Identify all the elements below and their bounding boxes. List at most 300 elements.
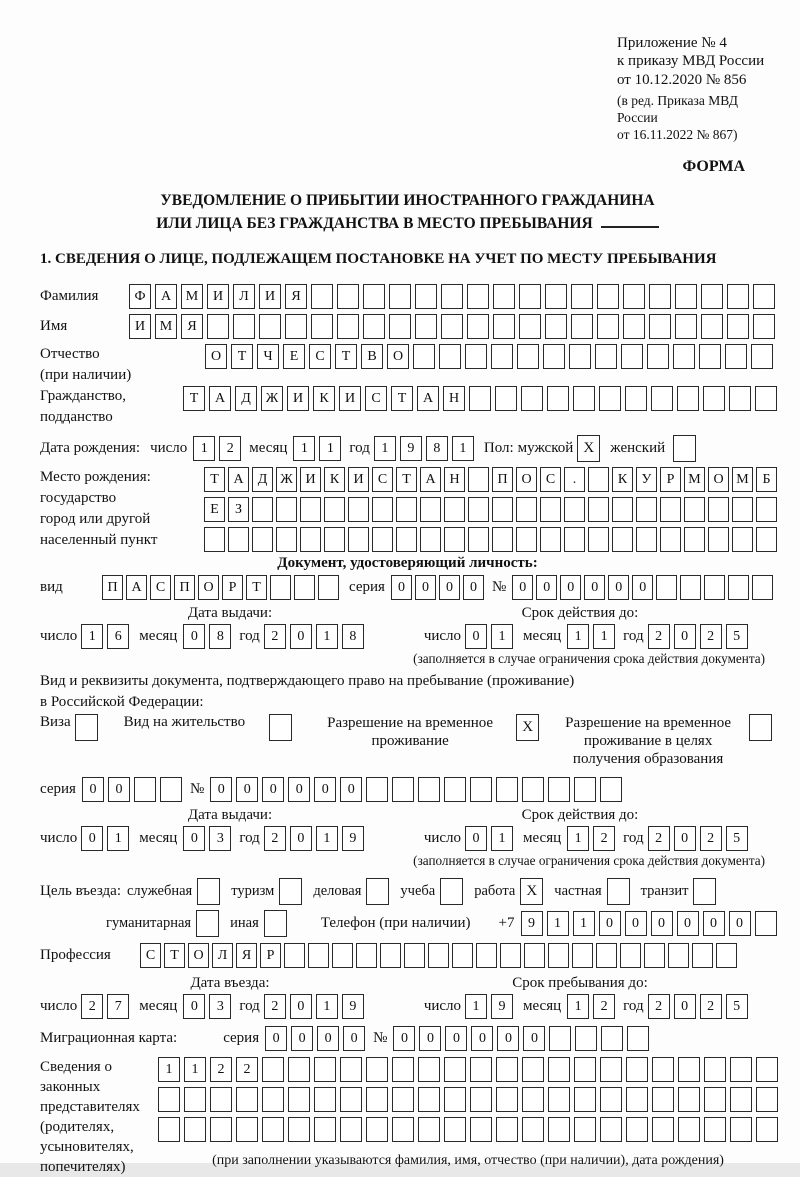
char-cell[interactable]: 0 [632, 575, 653, 600]
char-cell[interactable] [678, 1087, 700, 1112]
char-cell[interactable]: 0 [465, 624, 487, 649]
char-cell[interactable] [732, 497, 753, 522]
char-cell[interactable] [294, 575, 315, 600]
char-cell[interactable]: С [140, 943, 161, 968]
char-cell[interactable] [601, 1026, 623, 1051]
char-cell[interactable]: 1 [316, 624, 338, 649]
char-cell[interactable]: 0 [288, 777, 310, 802]
citizenship-cells[interactable] [183, 386, 777, 411]
char-cell[interactable] [396, 527, 417, 552]
char-cell[interactable] [621, 344, 643, 369]
char-cell[interactable]: 1 [491, 826, 513, 851]
char-cell[interactable] [300, 527, 321, 552]
char-cell[interactable] [210, 1117, 232, 1142]
char-cell[interactable] [548, 1117, 570, 1142]
char-cell[interactable]: 1 [374, 436, 396, 461]
char-cell[interactable] [300, 497, 321, 522]
char-cell[interactable]: 6 [107, 624, 129, 649]
char-cell[interactable]: Ж [261, 386, 283, 411]
char-cell[interactable]: 1 [81, 624, 103, 649]
profession-cells[interactable] [140, 943, 737, 968]
char-cell[interactable]: С [309, 344, 331, 369]
valid-year-cells[interactable] [648, 624, 748, 649]
char-cell[interactable]: Т [164, 943, 185, 968]
char-cell[interactable] [363, 284, 385, 309]
char-cell[interactable] [270, 575, 291, 600]
char-cell[interactable]: 2 [219, 436, 241, 461]
char-cell[interactable]: С [150, 575, 171, 600]
char-cell[interactable]: 2 [700, 994, 722, 1019]
birth-year-cells[interactable] [374, 436, 474, 461]
char-cell[interactable] [574, 1117, 596, 1142]
char-cell[interactable] [470, 1057, 492, 1082]
char-cell[interactable] [756, 1057, 778, 1082]
char-cell[interactable]: 0 [314, 777, 336, 802]
char-cell[interactable] [184, 1117, 206, 1142]
doc-series-cells[interactable] [391, 575, 484, 600]
char-cell[interactable] [684, 497, 705, 522]
char-cell[interactable] [521, 386, 543, 411]
char-cell[interactable] [652, 1087, 674, 1112]
char-cell[interactable]: Т [246, 575, 267, 600]
char-cell[interactable] [160, 777, 182, 802]
char-cell[interactable] [625, 386, 647, 411]
char-cell[interactable]: Р [660, 467, 681, 492]
char-cell[interactable]: 1 [491, 624, 513, 649]
char-cell[interactable] [564, 497, 585, 522]
char-cell[interactable]: А [417, 386, 439, 411]
char-cell[interactable]: Ч [257, 344, 279, 369]
firstname-cells[interactable] [129, 314, 775, 339]
char-cell[interactable] [522, 1087, 544, 1112]
char-cell[interactable] [158, 1087, 180, 1112]
stay-day-cells[interactable] [465, 994, 513, 1019]
char-cell[interactable]: О [198, 575, 219, 600]
char-cell[interactable]: К [313, 386, 335, 411]
char-cell[interactable]: 1 [293, 436, 315, 461]
char-cell[interactable]: Я [236, 943, 257, 968]
char-cell[interactable] [363, 314, 385, 339]
char-cell[interactable] [588, 527, 609, 552]
representatives-cells-row1[interactable] [158, 1057, 778, 1082]
char-cell[interactable] [626, 1117, 648, 1142]
char-cell[interactable]: 0 [703, 911, 725, 936]
char-cell[interactable] [210, 1087, 232, 1112]
char-cell[interactable] [469, 386, 491, 411]
char-cell[interactable] [673, 344, 695, 369]
char-cell[interactable]: 0 [290, 624, 312, 649]
char-cell[interactable]: 0 [599, 911, 621, 936]
char-cell[interactable] [548, 1057, 570, 1082]
issue-day-cells[interactable] [81, 826, 129, 851]
char-cell[interactable] [725, 344, 747, 369]
char-cell[interactable] [236, 1087, 258, 1112]
char-cell[interactable]: Д [235, 386, 257, 411]
char-cell[interactable] [756, 527, 777, 552]
char-cell[interactable] [571, 284, 593, 309]
char-cell[interactable]: В [361, 344, 383, 369]
char-cell[interactable]: 0 [471, 1026, 493, 1051]
char-cell[interactable] [680, 575, 701, 600]
temp-permit-checkbox[interactable]: X [516, 714, 539, 741]
char-cell[interactable] [337, 284, 359, 309]
char-cell[interactable] [701, 314, 723, 339]
char-cell[interactable]: 2 [593, 826, 615, 851]
char-cell[interactable]: 8 [342, 624, 364, 649]
char-cell[interactable]: 1 [316, 994, 338, 1019]
char-cell[interactable]: 0 [523, 1026, 545, 1051]
char-cell[interactable] [678, 1117, 700, 1142]
char-cell[interactable] [597, 284, 619, 309]
char-cell[interactable] [660, 527, 681, 552]
char-cell[interactable] [516, 527, 537, 552]
char-cell[interactable]: 2 [700, 624, 722, 649]
char-cell[interactable]: 0 [81, 826, 103, 851]
issue-year-cells[interactable] [264, 826, 364, 851]
char-cell[interactable] [636, 497, 657, 522]
char-cell[interactable] [728, 575, 749, 600]
char-cell[interactable] [600, 1057, 622, 1082]
char-cell[interactable]: 1 [547, 911, 569, 936]
char-cell[interactable]: С [365, 386, 387, 411]
issue-day-cells[interactable] [81, 624, 129, 649]
char-cell[interactable] [392, 777, 414, 802]
char-cell[interactable] [543, 344, 565, 369]
char-cell[interactable] [599, 386, 621, 411]
char-cell[interactable]: 9 [400, 436, 422, 461]
birth-month-cells[interactable] [293, 436, 341, 461]
char-cell[interactable] [574, 1087, 596, 1112]
char-cell[interactable]: С [372, 467, 393, 492]
char-cell[interactable] [588, 467, 609, 492]
char-cell[interactable] [751, 344, 773, 369]
char-cell[interactable] [404, 943, 425, 968]
char-cell[interactable] [324, 527, 345, 552]
char-cell[interactable] [465, 344, 487, 369]
char-cell[interactable] [699, 344, 721, 369]
char-cell[interactable] [366, 1117, 388, 1142]
char-cell[interactable]: 0 [343, 1026, 365, 1051]
char-cell[interactable] [756, 1087, 778, 1112]
char-cell[interactable] [651, 386, 673, 411]
char-cell[interactable] [500, 943, 521, 968]
stay-month-cells[interactable] [567, 994, 615, 1019]
char-cell[interactable]: С [540, 467, 561, 492]
char-cell[interactable] [340, 1117, 362, 1142]
char-cell[interactable] [444, 1057, 466, 1082]
char-cell[interactable]: 2 [648, 826, 670, 851]
char-cell[interactable]: 0 [236, 777, 258, 802]
char-cell[interactable]: О [205, 344, 227, 369]
char-cell[interactable] [158, 1117, 180, 1142]
char-cell[interactable]: 0 [393, 1026, 415, 1051]
char-cell[interactable] [522, 1057, 544, 1082]
char-cell[interactable]: 2 [700, 826, 722, 851]
issue-month-cells[interactable] [183, 624, 231, 649]
char-cell[interactable] [288, 1117, 310, 1142]
char-cell[interactable] [332, 943, 353, 968]
char-cell[interactable]: П [492, 467, 513, 492]
char-cell[interactable] [413, 344, 435, 369]
char-cell[interactable]: 2 [81, 994, 103, 1019]
char-cell[interactable] [204, 527, 225, 552]
char-cell[interactable] [418, 777, 440, 802]
char-cell[interactable] [444, 1117, 466, 1142]
char-cell[interactable] [572, 943, 593, 968]
char-cell[interactable] [314, 1087, 336, 1112]
char-cell[interactable]: А [209, 386, 231, 411]
purpose-option-checkbox[interactable] [264, 910, 287, 937]
valid-month-cells[interactable] [567, 826, 615, 851]
char-cell[interactable] [262, 1117, 284, 1142]
char-cell[interactable]: 1 [316, 826, 338, 851]
char-cell[interactable] [314, 1057, 336, 1082]
char-cell[interactable]: 0 [265, 1026, 287, 1051]
char-cell[interactable]: 5 [726, 624, 748, 649]
char-cell[interactable] [522, 1117, 544, 1142]
char-cell[interactable] [675, 284, 697, 309]
char-cell[interactable] [284, 943, 305, 968]
char-cell[interactable]: 0 [340, 777, 362, 802]
char-cell[interactable] [444, 497, 465, 522]
char-cell[interactable]: 0 [625, 911, 647, 936]
char-cell[interactable]: 0 [391, 575, 412, 600]
char-cell[interactable]: 1 [573, 911, 595, 936]
char-cell[interactable]: Т [231, 344, 253, 369]
char-cell[interactable]: 8 [209, 624, 231, 649]
char-cell[interactable]: 0 [262, 777, 284, 802]
char-cell[interactable]: 5 [726, 994, 748, 1019]
char-cell[interactable] [493, 314, 515, 339]
char-cell[interactable] [612, 497, 633, 522]
char-cell[interactable]: 0 [415, 575, 436, 600]
char-cell[interactable] [574, 1057, 596, 1082]
char-cell[interactable] [252, 527, 273, 552]
char-cell[interactable]: 1 [193, 436, 215, 461]
char-cell[interactable] [134, 777, 156, 802]
char-cell[interactable] [389, 284, 411, 309]
char-cell[interactable] [540, 497, 561, 522]
char-cell[interactable] [753, 314, 775, 339]
char-cell[interactable] [262, 1057, 284, 1082]
char-cell[interactable] [656, 575, 677, 600]
char-cell[interactable] [703, 386, 725, 411]
char-cell[interactable] [547, 386, 569, 411]
char-cell[interactable] [233, 314, 255, 339]
char-cell[interactable]: 0 [674, 624, 696, 649]
char-cell[interactable]: 0 [463, 575, 484, 600]
char-cell[interactable] [495, 386, 517, 411]
surname-cells[interactable] [129, 284, 775, 309]
char-cell[interactable] [623, 314, 645, 339]
char-cell[interactable] [571, 314, 593, 339]
char-cell[interactable]: 0 [317, 1026, 339, 1051]
char-cell[interactable]: А [228, 467, 249, 492]
char-cell[interactable]: 0 [290, 994, 312, 1019]
char-cell[interactable] [540, 527, 561, 552]
char-cell[interactable] [732, 527, 753, 552]
char-cell[interactable] [311, 284, 333, 309]
char-cell[interactable]: 2 [236, 1057, 258, 1082]
char-cell[interactable] [288, 1057, 310, 1082]
char-cell[interactable] [348, 497, 369, 522]
stay-year-cells[interactable] [648, 994, 748, 1019]
char-cell[interactable]: 0 [677, 911, 699, 936]
char-cell[interactable] [470, 777, 492, 802]
char-cell[interactable]: 0 [445, 1026, 467, 1051]
char-cell[interactable] [285, 314, 307, 339]
char-cell[interactable]: М [155, 314, 177, 339]
char-cell[interactable] [652, 1117, 674, 1142]
char-cell[interactable]: Я [285, 284, 307, 309]
char-cell[interactable] [626, 1057, 648, 1082]
char-cell[interactable] [415, 314, 437, 339]
char-cell[interactable] [516, 497, 537, 522]
char-cell[interactable] [228, 527, 249, 552]
char-cell[interactable]: 1 [184, 1057, 206, 1082]
char-cell[interactable]: 0 [82, 777, 104, 802]
char-cell[interactable]: 1 [567, 624, 589, 649]
char-cell[interactable] [595, 344, 617, 369]
char-cell[interactable]: 0 [465, 826, 487, 851]
char-cell[interactable]: 1 [158, 1057, 180, 1082]
char-cell[interactable] [288, 1087, 310, 1112]
char-cell[interactable]: 1 [593, 624, 615, 649]
char-cell[interactable] [708, 497, 729, 522]
char-cell[interactable]: 2 [264, 624, 286, 649]
char-cell[interactable] [701, 284, 723, 309]
char-cell[interactable]: П [102, 575, 123, 600]
char-cell[interactable] [704, 1057, 726, 1082]
char-cell[interactable] [467, 284, 489, 309]
char-cell[interactable] [389, 314, 411, 339]
char-cell[interactable] [636, 527, 657, 552]
char-cell[interactable]: 2 [264, 994, 286, 1019]
purpose-option-checkbox[interactable] [279, 878, 302, 905]
char-cell[interactable] [439, 344, 461, 369]
char-cell[interactable]: Д [252, 467, 273, 492]
char-cell[interactable]: И [348, 467, 369, 492]
entry-month-cells[interactable] [183, 994, 231, 1019]
residence-series-cells[interactable] [82, 777, 182, 802]
char-cell[interactable] [548, 777, 570, 802]
char-cell[interactable] [620, 943, 641, 968]
char-cell[interactable]: Л [212, 943, 233, 968]
char-cell[interactable] [597, 314, 619, 339]
edu-permit-checkbox[interactable] [749, 714, 772, 741]
char-cell[interactable]: 0 [291, 1026, 313, 1051]
birth-day-cells[interactable] [193, 436, 241, 461]
char-cell[interactable] [627, 1026, 649, 1051]
char-cell[interactable] [573, 386, 595, 411]
char-cell[interactable]: 0 [497, 1026, 519, 1051]
char-cell[interactable] [420, 527, 441, 552]
birth-place-cells-row2[interactable] [204, 497, 777, 522]
char-cell[interactable] [496, 777, 518, 802]
char-cell[interactable]: О [516, 467, 537, 492]
char-cell[interactable]: 0 [729, 911, 751, 936]
char-cell[interactable] [366, 1087, 388, 1112]
char-cell[interactable]: 0 [183, 624, 205, 649]
char-cell[interactable] [753, 284, 775, 309]
char-cell[interactable]: 0 [439, 575, 460, 600]
char-cell[interactable] [308, 943, 329, 968]
char-cell[interactable] [444, 777, 466, 802]
char-cell[interactable] [493, 284, 515, 309]
char-cell[interactable]: 0 [290, 826, 312, 851]
char-cell[interactable]: 0 [674, 994, 696, 1019]
char-cell[interactable] [677, 386, 699, 411]
char-cell[interactable]: 0 [608, 575, 629, 600]
char-cell[interactable]: Ж [276, 467, 297, 492]
purpose-option-checkbox[interactable] [197, 878, 220, 905]
char-cell[interactable] [392, 1057, 414, 1082]
char-cell[interactable]: 0 [674, 826, 696, 851]
char-cell[interactable]: Я [181, 314, 203, 339]
char-cell[interactable] [756, 1117, 778, 1142]
char-cell[interactable] [491, 344, 513, 369]
residence-permit-checkbox[interactable] [269, 714, 292, 741]
migration-number-cells[interactable] [393, 1026, 649, 1051]
char-cell[interactable] [727, 284, 749, 309]
char-cell[interactable] [444, 1087, 466, 1112]
purpose-option-checkbox[interactable] [440, 878, 463, 905]
char-cell[interactable] [324, 497, 345, 522]
representatives-cells-row3[interactable] [158, 1117, 778, 1142]
char-cell[interactable]: М [732, 467, 753, 492]
char-cell[interactable]: К [324, 467, 345, 492]
char-cell[interactable] [252, 497, 273, 522]
valid-year-cells[interactable] [648, 826, 748, 851]
purpose-option-checkbox[interactable] [196, 910, 219, 937]
char-cell[interactable] [752, 575, 773, 600]
issue-month-cells[interactable] [183, 826, 231, 851]
char-cell[interactable] [704, 575, 725, 600]
entry-day-cells[interactable] [81, 994, 129, 1019]
char-cell[interactable]: Е [204, 497, 225, 522]
char-cell[interactable] [492, 527, 513, 552]
doc-type-cells[interactable] [102, 575, 339, 600]
char-cell[interactable] [380, 943, 401, 968]
char-cell[interactable] [468, 527, 489, 552]
char-cell[interactable]: 3 [209, 826, 231, 851]
visa-checkbox[interactable] [75, 714, 98, 741]
char-cell[interactable] [704, 1117, 726, 1142]
char-cell[interactable]: 2 [648, 994, 670, 1019]
char-cell[interactable] [684, 527, 705, 552]
char-cell[interactable] [415, 284, 437, 309]
char-cell[interactable]: 1 [107, 826, 129, 851]
char-cell[interactable]: Т [204, 467, 225, 492]
char-cell[interactable] [444, 527, 465, 552]
char-cell[interactable] [418, 1087, 440, 1112]
char-cell[interactable] [574, 777, 596, 802]
char-cell[interactable] [549, 1026, 571, 1051]
char-cell[interactable]: 0 [584, 575, 605, 600]
char-cell[interactable]: Р [222, 575, 243, 600]
char-cell[interactable]: И [287, 386, 309, 411]
char-cell[interactable]: И [339, 386, 361, 411]
char-cell[interactable] [692, 943, 713, 968]
char-cell[interactable]: У [636, 467, 657, 492]
char-cell[interactable]: 8 [426, 436, 448, 461]
char-cell[interactable]: 2 [210, 1057, 232, 1082]
char-cell[interactable] [623, 284, 645, 309]
issue-year-cells[interactable] [264, 624, 364, 649]
char-cell[interactable]: 7 [107, 994, 129, 1019]
char-cell[interactable]: 9 [342, 994, 364, 1019]
char-cell[interactable]: 9 [342, 826, 364, 851]
